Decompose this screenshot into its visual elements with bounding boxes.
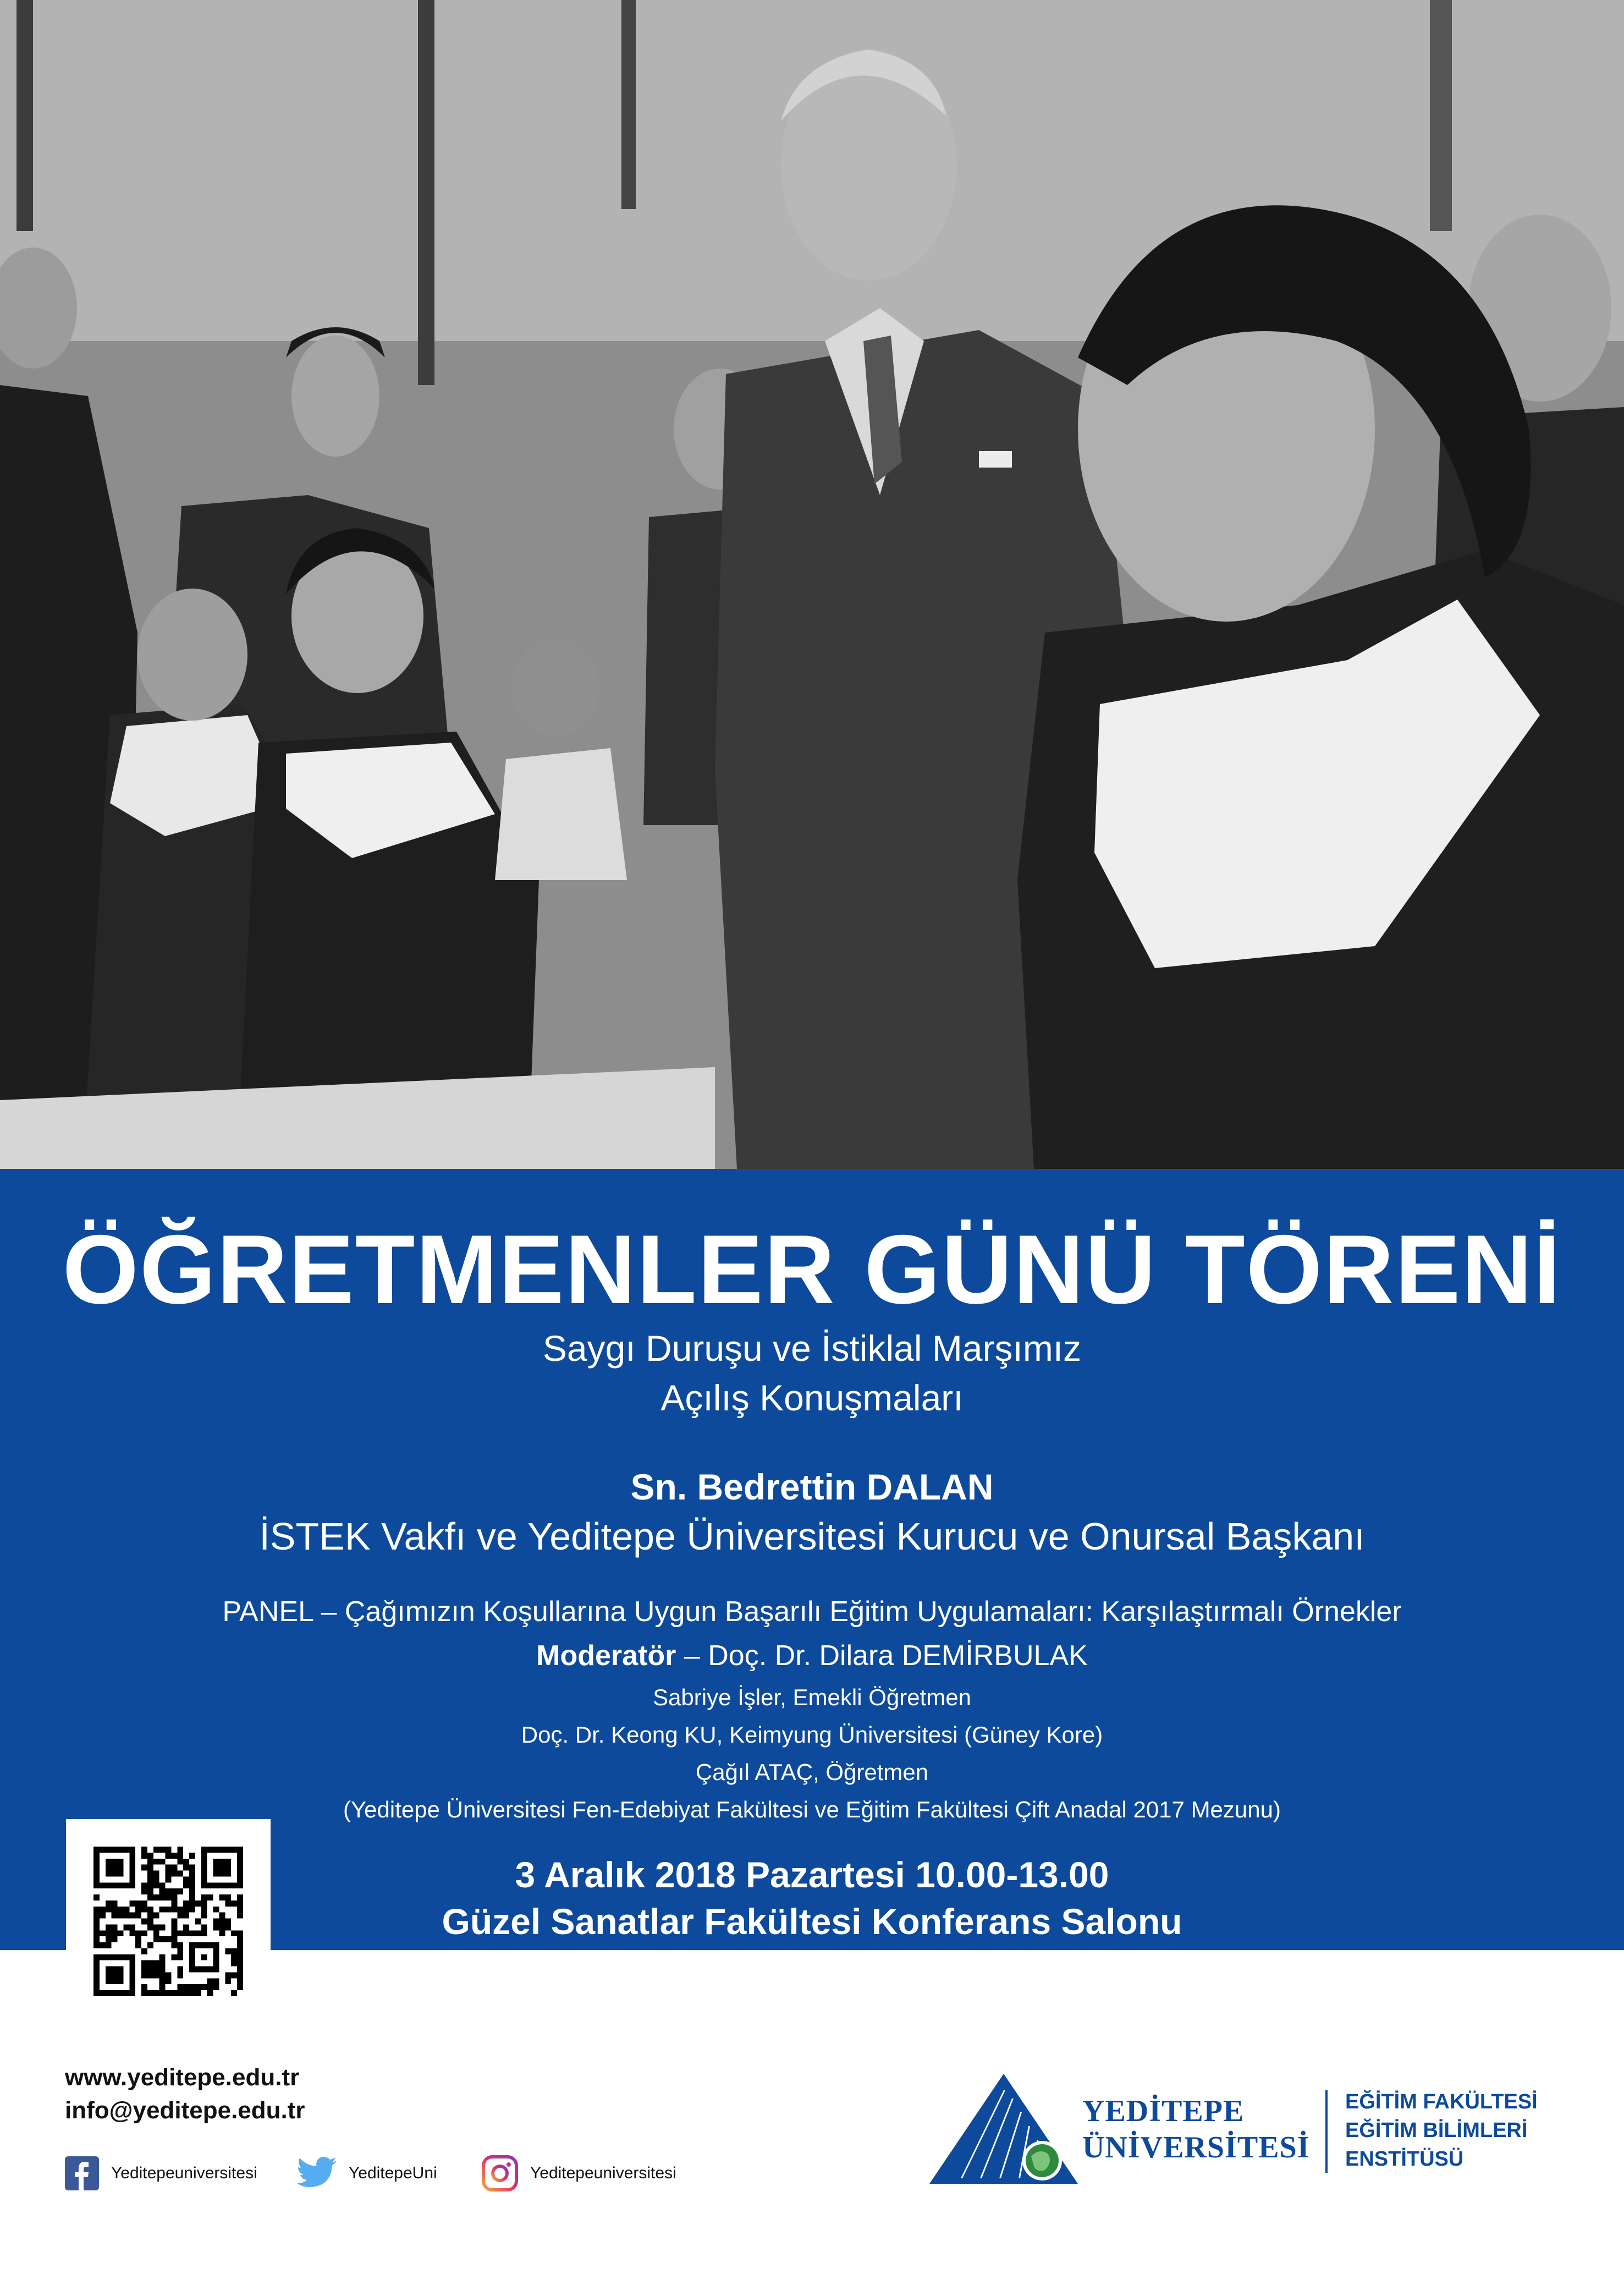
facebook-icon — [65, 2156, 99, 2190]
instagram-handle: Yeditepeuniversitesi — [530, 2164, 676, 2182]
moderator-line — [0, 1639, 1624, 1672]
faculty-line-3: ENSTİTÜSÜ — [1345, 2147, 1464, 2171]
panel-title: PANEL – Çağımızın Koşullarına Uygun Başarılı Eğitim Uygulamaları: Karşılaştırmalı Örnekler — [222, 1596, 1402, 1628]
moderator-label: Moderatör — [536, 1640, 676, 1672]
facebook-link[interactable] — [65, 2154, 257, 2193]
event-venue: Güzel Sanatlar Fakültesi Konferans Salonu — [442, 1901, 1182, 1942]
qr-code-pattern — [93, 1847, 243, 1996]
speaker-role: İSTEK Vakfı ve Yeditepe Üniversitesi Kurucu ve Onursal Başkanı — [259, 1515, 1365, 1558]
panelist-1: Sabriye İşler, Emekli Öğretmen — [653, 1684, 971, 1710]
event-date-time: 3 Aralık 2018 Pazartesi 10.00-13.00 — [515, 1854, 1109, 1895]
program-item-opening: Açılış Konuşmaları — [660, 1377, 964, 1418]
faculty-line-1: EĞİTİM FAKÜLTESİ — [1345, 2090, 1538, 2113]
speaker-name: Sn. Bedrettin DALAN — [630, 1466, 994, 1507]
yeditepe-pyramid-logo-icon — [929, 2074, 1078, 2189]
email-link[interactable]: info@yeditepe.edu.tr — [65, 2097, 305, 2124]
faculty-line-2: EĞİTİM BİLİMLERİ — [1345, 2119, 1528, 2142]
logo-divider — [1325, 2090, 1328, 2173]
facebook-handle: Yeditepeuniversitesi — [111, 2164, 257, 2182]
qr-code[interactable] — [66, 1819, 271, 2024]
panelist-3-note: (Yeditepe Üniversitesi Fen-Edebiyat Fakültesi ve Eğitim Fakültesi Çift Anadal 2017 Mezunu) — [343, 1797, 1281, 1822]
twitter-handle: YeditepeUni — [349, 2164, 437, 2182]
event-title: ÖĞRETMENLER GÜNÜ TÖRENİ — [62, 1215, 1562, 1324]
instagram-icon — [482, 2155, 518, 2191]
university-name-line1: YEDİTEPE — [1082, 2094, 1245, 2128]
moderator-name: – Doç. Dr. Dilara DEMİRBULAK — [676, 1640, 1088, 1672]
twitter-link[interactable] — [297, 2154, 437, 2193]
panelist-2: Doç. Dr. Keong KU, Keimyung Üniversitesi (Güney Kore) — [521, 1722, 1103, 1748]
university-name-line2: ÜNİVERSİTESİ — [1082, 2130, 1310, 2165]
instagram-link[interactable] — [482, 2154, 676, 2193]
program-item-silence: Saygı Duruşu ve İstiklal Marşımız — [542, 1328, 1082, 1369]
twitter-icon — [297, 2157, 337, 2190]
panelist-3: Çağıl ATAÇ, Öğretmen — [695, 1759, 929, 1785]
university-logo — [929, 2074, 1538, 2195]
website-link[interactable]: www.yeditepe.edu.tr — [65, 2064, 300, 2091]
